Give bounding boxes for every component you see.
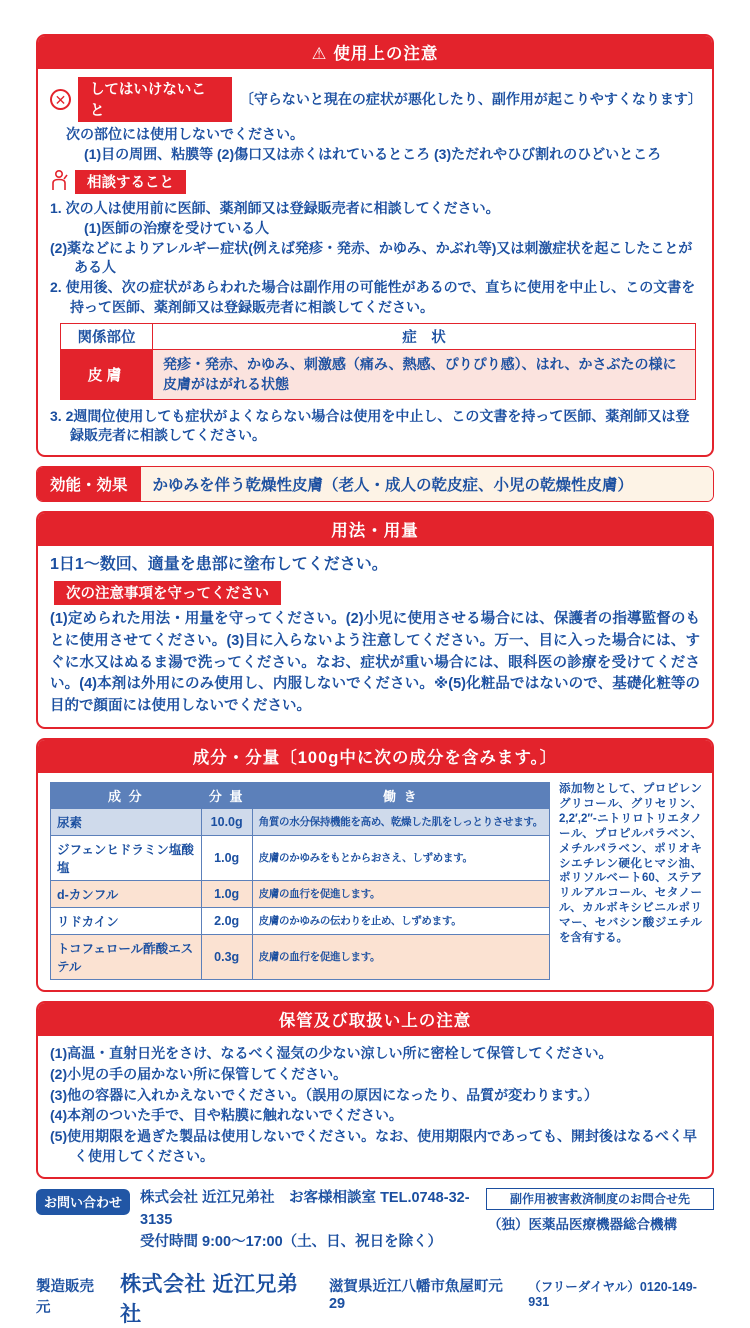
ingredient-amount: 10.0g	[201, 808, 252, 835]
dosage-badge: 次の注意事項を守ってください	[54, 581, 281, 605]
dosage-precautions: (1)定められた用法・用量を守ってください。(2)小児に使用させる場合には、保護者の指導監督のもとに使用させてください。(3)目に入らないよう注意してください。万一、目に入った場合には、すぐに水又はぬるま湯で洗ってください。なお、症状が重い場合には、眼科医の診療を受けてください。(4)本剤は外用にのみ使用し、内服しないでください。※(5)化粧品ではないので、基礎化粧等の目的で顔面には使用しないでください。	[50, 611, 700, 715]
section-efficacy	[36, 466, 714, 502]
ingredients-table-header-row	[51, 782, 550, 808]
ingredient-name: 尿素	[51, 808, 202, 835]
consult-badge: 相談すること	[75, 170, 186, 194]
ingredients-body	[38, 773, 712, 990]
ingredient-row	[51, 835, 550, 880]
ingredient-amount: 1.0g	[201, 835, 252, 880]
consult-item-1: 1. 次の人は使用前に医師、薬剤師又は登録販売者に相談してください。	[50, 199, 500, 216]
contact-info	[140, 1188, 476, 1253]
manufacturer-line	[36, 1268, 714, 1328]
ingredients-header: 成分・分量〔100g中に次の成分を含みます。〕	[38, 740, 712, 773]
relief-contact	[486, 1188, 714, 1233]
storage-item: (5)使用期限を過ぎた製品は使用しないでください。なお、使用期限内であっても、開封後はなるべく早く使用してください。	[50, 1128, 697, 1165]
precautions-body	[38, 69, 712, 455]
contact-hours-line: 受付時間 9:00～17:00（土、日、祝日を除く）	[140, 1233, 443, 1250]
ingredient-effect: 皮膚のかゆみの伝わりを止め、しずめます。	[252, 907, 549, 934]
ingredient-effect: 皮膚のかゆみをもとからおさえ、しずめます。	[252, 835, 549, 880]
dosage-header: 用法・用量	[38, 513, 712, 546]
ingredient-name: リドカイン	[51, 907, 202, 934]
dosage-instruction: 1日1～数回、適量を患部に塗布してください。	[50, 556, 388, 574]
relief-organization: （独）医薬品医療機器総合機構	[488, 1217, 677, 1233]
symptom-table-row	[61, 350, 696, 400]
section-dosage	[36, 511, 714, 728]
section-precautions	[36, 34, 714, 457]
contact-badge: お問い合わせ	[36, 1189, 130, 1215]
storage-body	[38, 1036, 712, 1177]
consult-item-1-1: (1)医師の治療を受けている人	[84, 219, 270, 236]
storage-item: (2)小児の手の届かない所に保管してください。	[50, 1065, 348, 1082]
ingredient-name: トコフェロール酢酸エステル	[51, 934, 202, 979]
ingredient-name-header: 成 分	[51, 782, 202, 808]
ingredient-name: d-カンフル	[51, 880, 202, 907]
ingredient-effect-header: 働 き	[252, 782, 549, 808]
donts-intro: 次の部位には使用しないでください。	[66, 126, 304, 142]
donts-note: 〔守らないと現在の症状が悪化したり、副作用が起こりやすくなります〕	[239, 90, 702, 107]
ingredient-effect: 皮膚の血行を促進します。	[252, 880, 549, 907]
manufacturer-address: 滋賀県近江八幡市魚屋町元29	[328, 1279, 503, 1313]
precautions-header	[38, 36, 712, 69]
symptom-table	[60, 323, 696, 400]
ingredient-amount: 1.0g	[201, 880, 252, 907]
symptom-table-col2-header: 症 状	[153, 324, 696, 350]
additives-note: 添加物として、プロピレングリコール、グリセリン、2,2′,2″-ニトリロトリエタノール、プロピルパラベン、メチルパラベン、ポリオキシエチレン硬化ヒマシ油、ポリソルベート60、ステアリルアルコール、セタノール、カルボキシビニルポリマー、セバシン酸ジエチルを含有する。	[559, 782, 702, 945]
storage-item: (1)高温・直射日光をさけ、なるべく湿気の少ない涼しい所に密栓して保管してください。	[50, 1044, 613, 1061]
ingredient-effect: 角質の水分保持機能を高め、乾燥した肌をしっとりさせます。	[252, 808, 549, 835]
prohibition-icon: ✕	[50, 89, 71, 110]
precautions-title: 使用上の注意	[333, 45, 439, 63]
ingredient-amount: 2.0g	[201, 907, 252, 934]
ingredient-amount: 0.3g	[201, 934, 252, 979]
storage-item: (4)本剤のついた手で、目や粘膜に触れないでください。	[50, 1107, 403, 1124]
contact-company-line: 株式会社 近江兄弟社 お客様相談室 TEL.0748-32-3135	[140, 1190, 470, 1228]
storage-header: 保管及び取扱い上の注意	[38, 1003, 712, 1036]
consult-row	[50, 169, 700, 196]
section-storage	[36, 1001, 714, 1179]
ingredient-row	[51, 934, 550, 979]
symptom-desc-cell: 発疹・発赤、かゆみ、刺激感（痛み、熱感、ぴりぴり感）、はれ、かさぶたの様に皮膚がはがれる状態	[153, 350, 696, 400]
consult-item-2: 2. 使用後、次の症状があらわれた場合は副作用の可能性があるので、直ちに使用を中止し、この文書を持って医師、薬剤師又は登録販売者に相談してください。	[50, 279, 696, 316]
contact-footer	[36, 1188, 714, 1253]
dosage-body	[38, 546, 712, 726]
storage-item: (3)他の容器に入れかえないでください。（誤用の原因になったり、品質が変わります。）	[50, 1086, 598, 1103]
ingredient-effect: 皮膚の血行を促進します。	[252, 934, 549, 979]
symptom-part-cell: 皮膚	[61, 350, 153, 400]
donts-detail: (1)目の周囲、粘膜等 (2)傷口又は赤くはれているところ (3)ただれやひび割れのひどいところ	[84, 145, 662, 162]
consult-item-1-2: (2)薬などによりアレルギー症状(例えば発疹・発赤、かゆみ、かぶれ等)又は刺激症状を起こしたことがある人	[50, 239, 693, 276]
manufacturer-phone: （フリーダイヤル）0120-149-931	[528, 1280, 697, 1310]
ingredient-amount-header: 分 量	[201, 782, 252, 808]
symptom-table-col1-header: 関係部位	[61, 324, 153, 350]
consult-item-3: 3. 2週間位使用しても症状がよくならない場合は使用を中止し、この文書を持って医師、薬剤師又は登録販売者に相談してください。	[50, 407, 690, 444]
ingredients-table	[50, 782, 550, 980]
section-ingredients	[36, 738, 714, 992]
ingredient-name: ジフェンヒドラミン塩酸塩	[51, 835, 202, 880]
symptom-table-header-row	[61, 324, 696, 350]
consult-person-icon	[50, 169, 68, 196]
relief-box-title: 副作用被害救済制度のお問合せ先	[486, 1188, 714, 1210]
ingredient-row	[51, 808, 550, 835]
ingredient-row	[51, 907, 550, 934]
ingredient-row	[51, 880, 550, 907]
donts-badge: してはいけないこと	[78, 77, 232, 122]
efficacy-text: かゆみを伴う乾燥性皮膚（老人・成人の乾皮症、小児の乾燥性皮膚）	[141, 467, 713, 501]
efficacy-label: 効能・効果	[37, 467, 141, 501]
donts-row	[50, 77, 700, 122]
manufacturer-name: 株式会社 近江兄弟社	[120, 1273, 299, 1327]
manufacturer-label: 製造販売元	[36, 1279, 94, 1317]
warning-icon: ⚠	[311, 45, 328, 63]
